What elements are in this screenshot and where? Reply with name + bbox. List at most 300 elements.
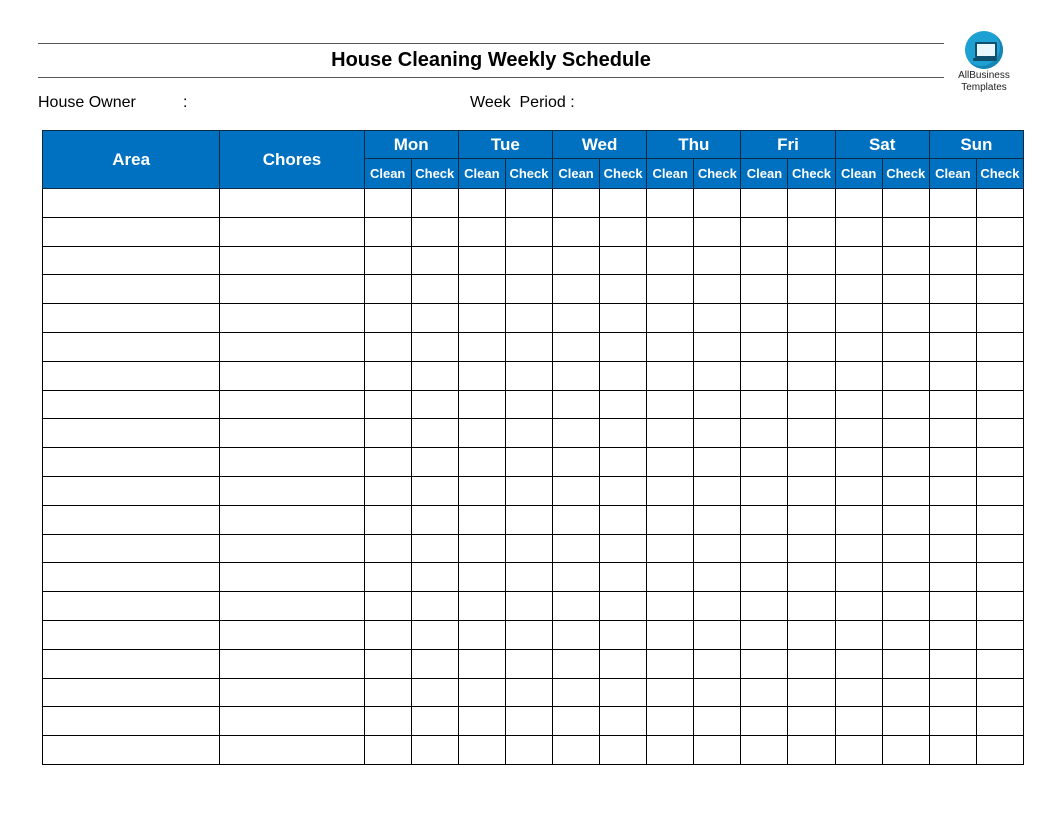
tue-check-cell[interactable]: [505, 534, 552, 563]
thu-clean-cell[interactable]: [647, 649, 694, 678]
chores-cell[interactable]: [220, 390, 364, 419]
fri-clean-cell[interactable]: [741, 361, 788, 390]
mon-check-cell[interactable]: [411, 649, 458, 678]
sun-check-cell[interactable]: [976, 332, 1023, 361]
sat-check-cell[interactable]: [882, 476, 929, 505]
chores-cell[interactable]: [220, 217, 364, 246]
thu-clean-cell[interactable]: [647, 707, 694, 736]
mon-check-cell[interactable]: [411, 707, 458, 736]
sun-check-cell[interactable]: [976, 419, 1023, 448]
sun-check-cell[interactable]: [976, 390, 1023, 419]
tue-clean-cell[interactable]: [458, 505, 505, 534]
sat-check-cell[interactable]: [882, 620, 929, 649]
mon-clean-cell[interactable]: [364, 448, 411, 477]
mon-check-cell[interactable]: [411, 332, 458, 361]
thu-clean-cell[interactable]: [647, 304, 694, 333]
sat-clean-cell[interactable]: [835, 620, 882, 649]
tue-check-cell[interactable]: [505, 620, 552, 649]
tue-check-cell[interactable]: [505, 707, 552, 736]
tue-check-cell[interactable]: [505, 304, 552, 333]
tue-clean-cell[interactable]: [458, 563, 505, 592]
mon-clean-cell[interactable]: [364, 592, 411, 621]
wed-check-cell[interactable]: [600, 332, 647, 361]
mon-clean-cell[interactable]: [364, 304, 411, 333]
fri-check-cell[interactable]: [788, 332, 835, 361]
mon-check-cell[interactable]: [411, 678, 458, 707]
chores-cell[interactable]: [220, 592, 364, 621]
fri-check-cell[interactable]: [788, 534, 835, 563]
sat-check-cell[interactable]: [882, 189, 929, 218]
area-cell[interactable]: [43, 505, 220, 534]
fri-check-cell[interactable]: [788, 505, 835, 534]
sun-clean-cell[interactable]: [929, 649, 976, 678]
area-cell[interactable]: [43, 736, 220, 765]
fri-clean-cell[interactable]: [741, 678, 788, 707]
chores-cell[interactable]: [220, 361, 364, 390]
sun-clean-cell[interactable]: [929, 736, 976, 765]
sun-clean-cell[interactable]: [929, 563, 976, 592]
fri-check-cell[interactable]: [788, 390, 835, 419]
mon-check-cell[interactable]: [411, 476, 458, 505]
wed-check-cell[interactable]: [600, 246, 647, 275]
sat-clean-cell[interactable]: [835, 304, 882, 333]
thu-check-cell[interactable]: [694, 534, 741, 563]
chores-cell[interactable]: [220, 620, 364, 649]
sun-check-cell[interactable]: [976, 505, 1023, 534]
mon-clean-cell[interactable]: [364, 707, 411, 736]
tue-check-cell[interactable]: [505, 390, 552, 419]
thu-clean-cell[interactable]: [647, 678, 694, 707]
sat-clean-cell[interactable]: [835, 476, 882, 505]
mon-check-cell[interactable]: [411, 217, 458, 246]
thu-clean-cell[interactable]: [647, 246, 694, 275]
wed-clean-cell[interactable]: [553, 246, 600, 275]
fri-clean-cell[interactable]: [741, 304, 788, 333]
wed-clean-cell[interactable]: [553, 390, 600, 419]
thu-clean-cell[interactable]: [647, 620, 694, 649]
area-cell[interactable]: [43, 707, 220, 736]
sun-clean-cell[interactable]: [929, 707, 976, 736]
tue-clean-cell[interactable]: [458, 361, 505, 390]
sat-clean-cell[interactable]: [835, 189, 882, 218]
tue-clean-cell[interactable]: [458, 275, 505, 304]
fri-clean-cell[interactable]: [741, 620, 788, 649]
sat-clean-cell[interactable]: [835, 246, 882, 275]
thu-clean-cell[interactable]: [647, 419, 694, 448]
wed-check-cell[interactable]: [600, 304, 647, 333]
sun-clean-cell[interactable]: [929, 217, 976, 246]
tue-clean-cell[interactable]: [458, 592, 505, 621]
fri-clean-cell[interactable]: [741, 707, 788, 736]
mon-check-cell[interactable]: [411, 563, 458, 592]
area-cell[interactable]: [43, 592, 220, 621]
mon-check-cell[interactable]: [411, 275, 458, 304]
tue-clean-cell[interactable]: [458, 304, 505, 333]
fri-clean-cell[interactable]: [741, 390, 788, 419]
tue-clean-cell[interactable]: [458, 620, 505, 649]
sun-clean-cell[interactable]: [929, 476, 976, 505]
area-cell[interactable]: [43, 390, 220, 419]
wed-clean-cell[interactable]: [553, 275, 600, 304]
fri-clean-cell[interactable]: [741, 563, 788, 592]
fri-check-cell[interactable]: [788, 448, 835, 477]
fri-clean-cell[interactable]: [741, 534, 788, 563]
thu-check-cell[interactable]: [694, 189, 741, 218]
tue-check-cell[interactable]: [505, 217, 552, 246]
wed-check-cell[interactable]: [600, 534, 647, 563]
sun-clean-cell[interactable]: [929, 189, 976, 218]
chores-cell[interactable]: [220, 505, 364, 534]
thu-check-cell[interactable]: [694, 246, 741, 275]
mon-clean-cell[interactable]: [364, 678, 411, 707]
thu-check-cell[interactable]: [694, 332, 741, 361]
mon-clean-cell[interactable]: [364, 246, 411, 275]
wed-check-cell[interactable]: [600, 419, 647, 448]
sat-check-cell[interactable]: [882, 419, 929, 448]
thu-clean-cell[interactable]: [647, 563, 694, 592]
mon-clean-cell[interactable]: [364, 620, 411, 649]
thu-clean-cell[interactable]: [647, 332, 694, 361]
mon-clean-cell[interactable]: [364, 476, 411, 505]
tue-clean-cell[interactable]: [458, 217, 505, 246]
area-cell[interactable]: [43, 189, 220, 218]
thu-clean-cell[interactable]: [647, 361, 694, 390]
chores-cell[interactable]: [220, 534, 364, 563]
wed-clean-cell[interactable]: [553, 304, 600, 333]
sat-clean-cell[interactable]: [835, 707, 882, 736]
tue-check-cell[interactable]: [505, 649, 552, 678]
thu-clean-cell[interactable]: [647, 505, 694, 534]
sun-clean-cell[interactable]: [929, 419, 976, 448]
mon-clean-cell[interactable]: [364, 736, 411, 765]
thu-check-cell[interactable]: [694, 361, 741, 390]
sun-check-cell[interactable]: [976, 246, 1023, 275]
tue-check-cell[interactable]: [505, 246, 552, 275]
mon-check-cell[interactable]: [411, 534, 458, 563]
sun-check-cell[interactable]: [976, 649, 1023, 678]
area-cell[interactable]: [43, 419, 220, 448]
sat-clean-cell[interactable]: [835, 361, 882, 390]
tue-check-cell[interactable]: [505, 592, 552, 621]
wed-clean-cell[interactable]: [553, 361, 600, 390]
tue-clean-cell[interactable]: [458, 390, 505, 419]
fri-clean-cell[interactable]: [741, 217, 788, 246]
tue-clean-cell[interactable]: [458, 534, 505, 563]
mon-clean-cell[interactable]: [364, 563, 411, 592]
sun-clean-cell[interactable]: [929, 620, 976, 649]
fri-check-cell[interactable]: [788, 649, 835, 678]
fri-clean-cell[interactable]: [741, 332, 788, 361]
mon-clean-cell[interactable]: [364, 505, 411, 534]
sat-check-cell[interactable]: [882, 736, 929, 765]
sat-check-cell[interactable]: [882, 217, 929, 246]
wed-clean-cell[interactable]: [553, 189, 600, 218]
thu-check-cell[interactable]: [694, 563, 741, 592]
sat-check-cell[interactable]: [882, 678, 929, 707]
tue-clean-cell[interactable]: [458, 448, 505, 477]
sat-check-cell[interactable]: [882, 390, 929, 419]
tue-clean-cell[interactable]: [458, 707, 505, 736]
chores-cell[interactable]: [220, 304, 364, 333]
chores-cell[interactable]: [220, 476, 364, 505]
fri-check-cell[interactable]: [788, 592, 835, 621]
thu-check-cell[interactable]: [694, 620, 741, 649]
wed-check-cell[interactable]: [600, 736, 647, 765]
fri-clean-cell[interactable]: [741, 448, 788, 477]
thu-check-cell[interactable]: [694, 448, 741, 477]
sat-clean-cell[interactable]: [835, 217, 882, 246]
sat-clean-cell[interactable]: [835, 275, 882, 304]
tue-check-cell[interactable]: [505, 332, 552, 361]
mon-check-cell[interactable]: [411, 448, 458, 477]
mon-clean-cell[interactable]: [364, 189, 411, 218]
tue-check-cell[interactable]: [505, 448, 552, 477]
chores-cell[interactable]: [220, 649, 364, 678]
tue-check-cell[interactable]: [505, 189, 552, 218]
sat-clean-cell[interactable]: [835, 332, 882, 361]
sat-check-cell[interactable]: [882, 534, 929, 563]
wed-clean-cell[interactable]: [553, 736, 600, 765]
fri-check-cell[interactable]: [788, 736, 835, 765]
wed-check-cell[interactable]: [600, 563, 647, 592]
fri-check-cell[interactable]: [788, 361, 835, 390]
sun-check-cell[interactable]: [976, 476, 1023, 505]
area-cell[interactable]: [43, 448, 220, 477]
sat-check-cell[interactable]: [882, 448, 929, 477]
mon-clean-cell[interactable]: [364, 332, 411, 361]
area-cell[interactable]: [43, 361, 220, 390]
mon-clean-cell[interactable]: [364, 649, 411, 678]
fri-clean-cell[interactable]: [741, 736, 788, 765]
chores-cell[interactable]: [220, 563, 364, 592]
sat-clean-cell[interactable]: [835, 448, 882, 477]
wed-check-cell[interactable]: [600, 189, 647, 218]
sun-check-cell[interactable]: [976, 707, 1023, 736]
sun-check-cell[interactable]: [976, 592, 1023, 621]
fri-clean-cell[interactable]: [741, 419, 788, 448]
thu-check-cell[interactable]: [694, 476, 741, 505]
chores-cell[interactable]: [220, 448, 364, 477]
wed-check-cell[interactable]: [600, 476, 647, 505]
chores-cell[interactable]: [220, 707, 364, 736]
sun-clean-cell[interactable]: [929, 390, 976, 419]
mon-clean-cell[interactable]: [364, 361, 411, 390]
mon-check-cell[interactable]: [411, 189, 458, 218]
thu-check-cell[interactable]: [694, 592, 741, 621]
area-cell[interactable]: [43, 332, 220, 361]
area-cell[interactable]: [43, 649, 220, 678]
mon-clean-cell[interactable]: [364, 390, 411, 419]
sat-check-cell[interactable]: [882, 649, 929, 678]
fri-clean-cell[interactable]: [741, 592, 788, 621]
wed-clean-cell[interactable]: [553, 505, 600, 534]
sun-clean-cell[interactable]: [929, 678, 976, 707]
area-cell[interactable]: [43, 620, 220, 649]
sun-clean-cell[interactable]: [929, 505, 976, 534]
tue-check-cell[interactable]: [505, 476, 552, 505]
thu-check-cell[interactable]: [694, 649, 741, 678]
sat-check-cell[interactable]: [882, 563, 929, 592]
sun-clean-cell[interactable]: [929, 448, 976, 477]
tue-check-cell[interactable]: [505, 563, 552, 592]
fri-clean-cell[interactable]: [741, 505, 788, 534]
chores-cell[interactable]: [220, 736, 364, 765]
thu-clean-cell[interactable]: [647, 275, 694, 304]
tue-check-cell[interactable]: [505, 275, 552, 304]
sat-clean-cell[interactable]: [835, 592, 882, 621]
fri-check-cell[interactable]: [788, 304, 835, 333]
area-cell[interactable]: [43, 304, 220, 333]
tue-clean-cell[interactable]: [458, 246, 505, 275]
tue-clean-cell[interactable]: [458, 736, 505, 765]
thu-clean-cell[interactable]: [647, 217, 694, 246]
mon-clean-cell[interactable]: [364, 275, 411, 304]
sat-check-cell[interactable]: [882, 361, 929, 390]
sun-check-cell[interactable]: [976, 563, 1023, 592]
chores-cell[interactable]: [220, 275, 364, 304]
fri-check-cell[interactable]: [788, 563, 835, 592]
thu-clean-cell[interactable]: [647, 448, 694, 477]
fri-check-cell[interactable]: [788, 189, 835, 218]
thu-check-cell[interactable]: [694, 707, 741, 736]
sun-clean-cell[interactable]: [929, 246, 976, 275]
area-cell[interactable]: [43, 678, 220, 707]
mon-clean-cell[interactable]: [364, 534, 411, 563]
sat-check-cell[interactable]: [882, 246, 929, 275]
sat-check-cell[interactable]: [882, 505, 929, 534]
sun-clean-cell[interactable]: [929, 275, 976, 304]
fri-check-cell[interactable]: [788, 678, 835, 707]
chores-cell[interactable]: [220, 189, 364, 218]
thu-clean-cell[interactable]: [647, 736, 694, 765]
tue-clean-cell[interactable]: [458, 419, 505, 448]
sat-check-cell[interactable]: [882, 332, 929, 361]
sun-check-cell[interactable]: [976, 217, 1023, 246]
thu-check-cell[interactable]: [694, 505, 741, 534]
thu-clean-cell[interactable]: [647, 189, 694, 218]
wed-clean-cell[interactable]: [553, 649, 600, 678]
sun-check-cell[interactable]: [976, 678, 1023, 707]
sun-check-cell[interactable]: [976, 620, 1023, 649]
wed-clean-cell[interactable]: [553, 448, 600, 477]
area-cell[interactable]: [43, 246, 220, 275]
sat-clean-cell[interactable]: [835, 563, 882, 592]
wed-check-cell[interactable]: [600, 390, 647, 419]
sun-check-cell[interactable]: [976, 448, 1023, 477]
tue-clean-cell[interactable]: [458, 678, 505, 707]
mon-check-cell[interactable]: [411, 592, 458, 621]
mon-check-cell[interactable]: [411, 304, 458, 333]
tue-clean-cell[interactable]: [458, 476, 505, 505]
wed-clean-cell[interactable]: [553, 476, 600, 505]
sun-check-cell[interactable]: [976, 189, 1023, 218]
wed-clean-cell[interactable]: [553, 563, 600, 592]
sat-clean-cell[interactable]: [835, 419, 882, 448]
mon-check-cell[interactable]: [411, 246, 458, 275]
fri-check-cell[interactable]: [788, 246, 835, 275]
area-cell[interactable]: [43, 534, 220, 563]
mon-check-cell[interactable]: [411, 736, 458, 765]
area-cell[interactable]: [43, 275, 220, 304]
sun-check-cell[interactable]: [976, 275, 1023, 304]
sat-clean-cell[interactable]: [835, 505, 882, 534]
fri-check-cell[interactable]: [788, 275, 835, 304]
sat-clean-cell[interactable]: [835, 649, 882, 678]
sun-check-cell[interactable]: [976, 304, 1023, 333]
fri-clean-cell[interactable]: [741, 476, 788, 505]
chores-cell[interactable]: [220, 678, 364, 707]
fri-clean-cell[interactable]: [741, 189, 788, 218]
mon-check-cell[interactable]: [411, 620, 458, 649]
chores-cell[interactable]: [220, 419, 364, 448]
wed-clean-cell[interactable]: [553, 592, 600, 621]
wed-check-cell[interactable]: [600, 217, 647, 246]
sat-check-cell[interactable]: [882, 304, 929, 333]
wed-check-cell[interactable]: [600, 361, 647, 390]
tue-clean-cell[interactable]: [458, 649, 505, 678]
area-cell[interactable]: [43, 563, 220, 592]
chores-cell[interactable]: [220, 246, 364, 275]
sat-clean-cell[interactable]: [835, 534, 882, 563]
wed-check-cell[interactable]: [600, 592, 647, 621]
wed-check-cell[interactable]: [600, 275, 647, 304]
chores-cell[interactable]: [220, 332, 364, 361]
sun-check-cell[interactable]: [976, 736, 1023, 765]
thu-clean-cell[interactable]: [647, 390, 694, 419]
wed-check-cell[interactable]: [600, 505, 647, 534]
sat-clean-cell[interactable]: [835, 390, 882, 419]
fri-check-cell[interactable]: [788, 476, 835, 505]
sun-clean-cell[interactable]: [929, 361, 976, 390]
tue-clean-cell[interactable]: [458, 332, 505, 361]
thu-clean-cell[interactable]: [647, 476, 694, 505]
tue-check-cell[interactable]: [505, 361, 552, 390]
sun-clean-cell[interactable]: [929, 332, 976, 361]
thu-check-cell[interactable]: [694, 390, 741, 419]
fri-check-cell[interactable]: [788, 419, 835, 448]
tue-check-cell[interactable]: [505, 505, 552, 534]
sat-check-cell[interactable]: [882, 592, 929, 621]
thu-clean-cell[interactable]: [647, 534, 694, 563]
tue-clean-cell[interactable]: [458, 189, 505, 218]
mon-clean-cell[interactable]: [364, 217, 411, 246]
sun-clean-cell[interactable]: [929, 534, 976, 563]
thu-check-cell[interactable]: [694, 217, 741, 246]
sun-clean-cell[interactable]: [929, 592, 976, 621]
thu-check-cell[interactable]: [694, 275, 741, 304]
mon-check-cell[interactable]: [411, 361, 458, 390]
wed-clean-cell[interactable]: [553, 419, 600, 448]
thu-check-cell[interactable]: [694, 678, 741, 707]
fri-check-cell[interactable]: [788, 217, 835, 246]
wed-check-cell[interactable]: [600, 620, 647, 649]
tue-check-cell[interactable]: [505, 736, 552, 765]
sun-check-cell[interactable]: [976, 361, 1023, 390]
sun-clean-cell[interactable]: [929, 304, 976, 333]
area-cell[interactable]: [43, 217, 220, 246]
wed-clean-cell[interactable]: [553, 534, 600, 563]
tue-check-cell[interactable]: [505, 419, 552, 448]
wed-check-cell[interactable]: [600, 707, 647, 736]
mon-clean-cell[interactable]: [364, 419, 411, 448]
fri-check-cell[interactable]: [788, 620, 835, 649]
sat-check-cell[interactable]: [882, 275, 929, 304]
mon-check-cell[interactable]: [411, 505, 458, 534]
tue-check-cell[interactable]: [505, 678, 552, 707]
wed-check-cell[interactable]: [600, 678, 647, 707]
mon-check-cell[interactable]: [411, 419, 458, 448]
fri-check-cell[interactable]: [788, 707, 835, 736]
